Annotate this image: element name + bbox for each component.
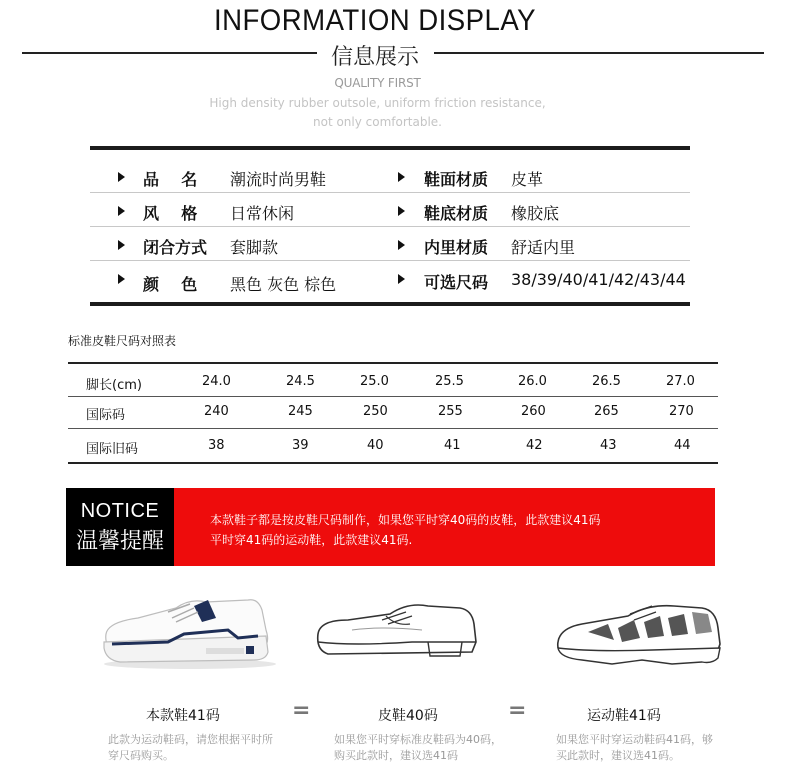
size-cell: 40 — [367, 438, 384, 453]
description-line-2: not only comfortable. — [313, 115, 442, 129]
shoe-note-line: 此款为运动鞋码，请您根据平时所 — [108, 733, 273, 746]
shoe-note-line: 如果您平时穿运动鞋码41码，够 — [556, 733, 713, 746]
size-cell: 38 — [208, 438, 225, 453]
notice-line-1: 本款鞋子都是按皮鞋尺码制作，如果您平时穿40码的皮鞋，此款建议41码 — [210, 513, 601, 527]
info-value: 舒适内里 — [511, 238, 576, 257]
shoe-label-product: 本款鞋41码 — [146, 708, 220, 724]
size-row-divider — [68, 396, 718, 397]
info-table-bottom-border — [90, 302, 690, 306]
shoe-note-product — [108, 732, 273, 764]
info-value: 黑色 灰色 棕色 — [230, 275, 337, 294]
size-chart-title: 标准皮鞋尺码对照表 — [68, 334, 177, 348]
size-cell: 24.0 — [202, 374, 231, 389]
size-cell: 43 — [600, 438, 617, 453]
bullet-arrow-icon — [118, 274, 125, 284]
info-value: 38/39/40/41/42/43/44 — [511, 270, 686, 289]
shoe-note-leather — [334, 732, 502, 764]
bullet-arrow-icon — [398, 274, 405, 284]
description-line-1: High density rubber outsole, uniform friction resistance, — [209, 96, 546, 110]
size-cell: 260 — [521, 404, 546, 419]
size-cell: 41 — [444, 438, 461, 453]
header-divider-left — [22, 52, 317, 54]
size-cell: 44 — [674, 438, 691, 453]
notice-heading-cn: 温馨提醒 — [75, 529, 164, 554]
size-cell: 250 — [363, 404, 388, 419]
header-divider-right — [434, 52, 764, 54]
row-divider — [90, 192, 690, 193]
info-value: 日常休闲 — [230, 204, 295, 223]
size-cell: 24.5 — [286, 374, 315, 389]
size-cell: 25.5 — [435, 374, 464, 389]
size-cell: 265 — [594, 404, 619, 419]
row-divider — [90, 260, 690, 261]
info-label: 鞋面材质 — [424, 170, 489, 189]
size-cell: 270 — [669, 404, 694, 419]
shoe-label-leather: 皮鞋40码 — [378, 708, 438, 724]
size-row-label: 国际旧码 — [86, 442, 139, 457]
bullet-arrow-icon — [398, 240, 405, 250]
size-cell: 245 — [288, 404, 313, 419]
info-value: 潮流时尚男鞋 — [230, 170, 327, 189]
info-value: 橡胶底 — [511, 204, 560, 223]
bullet-arrow-icon — [398, 206, 405, 216]
size-cell: 240 — [204, 404, 229, 419]
size-cell: 26.5 — [592, 374, 621, 389]
page-title: INFORMATION DISPLAY — [213, 4, 537, 37]
info-value: 套脚款 — [230, 238, 279, 257]
info-table-top-border — [90, 146, 690, 150]
info-label: 可选尺码 — [424, 273, 489, 292]
bullet-arrow-icon — [118, 172, 125, 182]
running-shoe-image — [552, 592, 728, 670]
size-chart-top-border — [68, 362, 718, 364]
info-label: 鞋底材质 — [424, 204, 489, 223]
bullet-arrow-icon — [398, 172, 405, 182]
size-cell: 26.0 — [518, 374, 547, 389]
shoe-note-line: 穿尺码购买。 — [108, 749, 174, 762]
notice-heading-en: NOTICE — [80, 500, 160, 522]
info-label: 内里材质 — [424, 238, 489, 257]
info-label: 风 格 — [143, 204, 198, 223]
size-cell: 255 — [438, 404, 463, 419]
notice-text — [210, 510, 710, 550]
size-row-label: 脚长(cm) — [86, 378, 142, 393]
size-row-divider — [68, 428, 718, 429]
size-row-label: 国际码 — [86, 408, 126, 423]
shoe-note-sports — [556, 732, 713, 764]
size-chart-bottom-border — [68, 462, 718, 464]
row-divider — [90, 226, 690, 227]
quality-tagline: QUALITY FIRST — [334, 76, 421, 90]
size-cell: 39 — [292, 438, 309, 453]
size-cell: 42 — [526, 438, 543, 453]
bullet-arrow-icon — [118, 240, 125, 250]
equals-sign: = — [292, 698, 311, 723]
sneaker-product-image — [98, 586, 280, 672]
info-label: 颜 色 — [143, 275, 198, 294]
leather-shoe-image — [312, 590, 484, 666]
shoe-note-line: 如果您平时穿标准皮鞋码为40码， — [334, 733, 502, 746]
size-cell: 27.0 — [666, 374, 695, 389]
bullet-arrow-icon — [118, 206, 125, 216]
info-label: 品 名 — [143, 170, 198, 189]
notice-line-2: 平时穿41码的运动鞋，此款建议41码. — [210, 533, 413, 547]
shoe-note-line: 购买此款时，建议选41码 — [334, 749, 458, 762]
info-label: 闭合方式 — [143, 238, 208, 257]
page-subtitle: 信息展示 — [330, 45, 419, 70]
shoe-note-line: 买此款时，建议选41码。 — [556, 749, 680, 762]
equals-sign: = — [508, 698, 527, 723]
info-value: 皮革 — [511, 170, 544, 189]
size-cell: 25.0 — [360, 374, 389, 389]
shoe-label-sports: 运动鞋41码 — [587, 708, 661, 724]
